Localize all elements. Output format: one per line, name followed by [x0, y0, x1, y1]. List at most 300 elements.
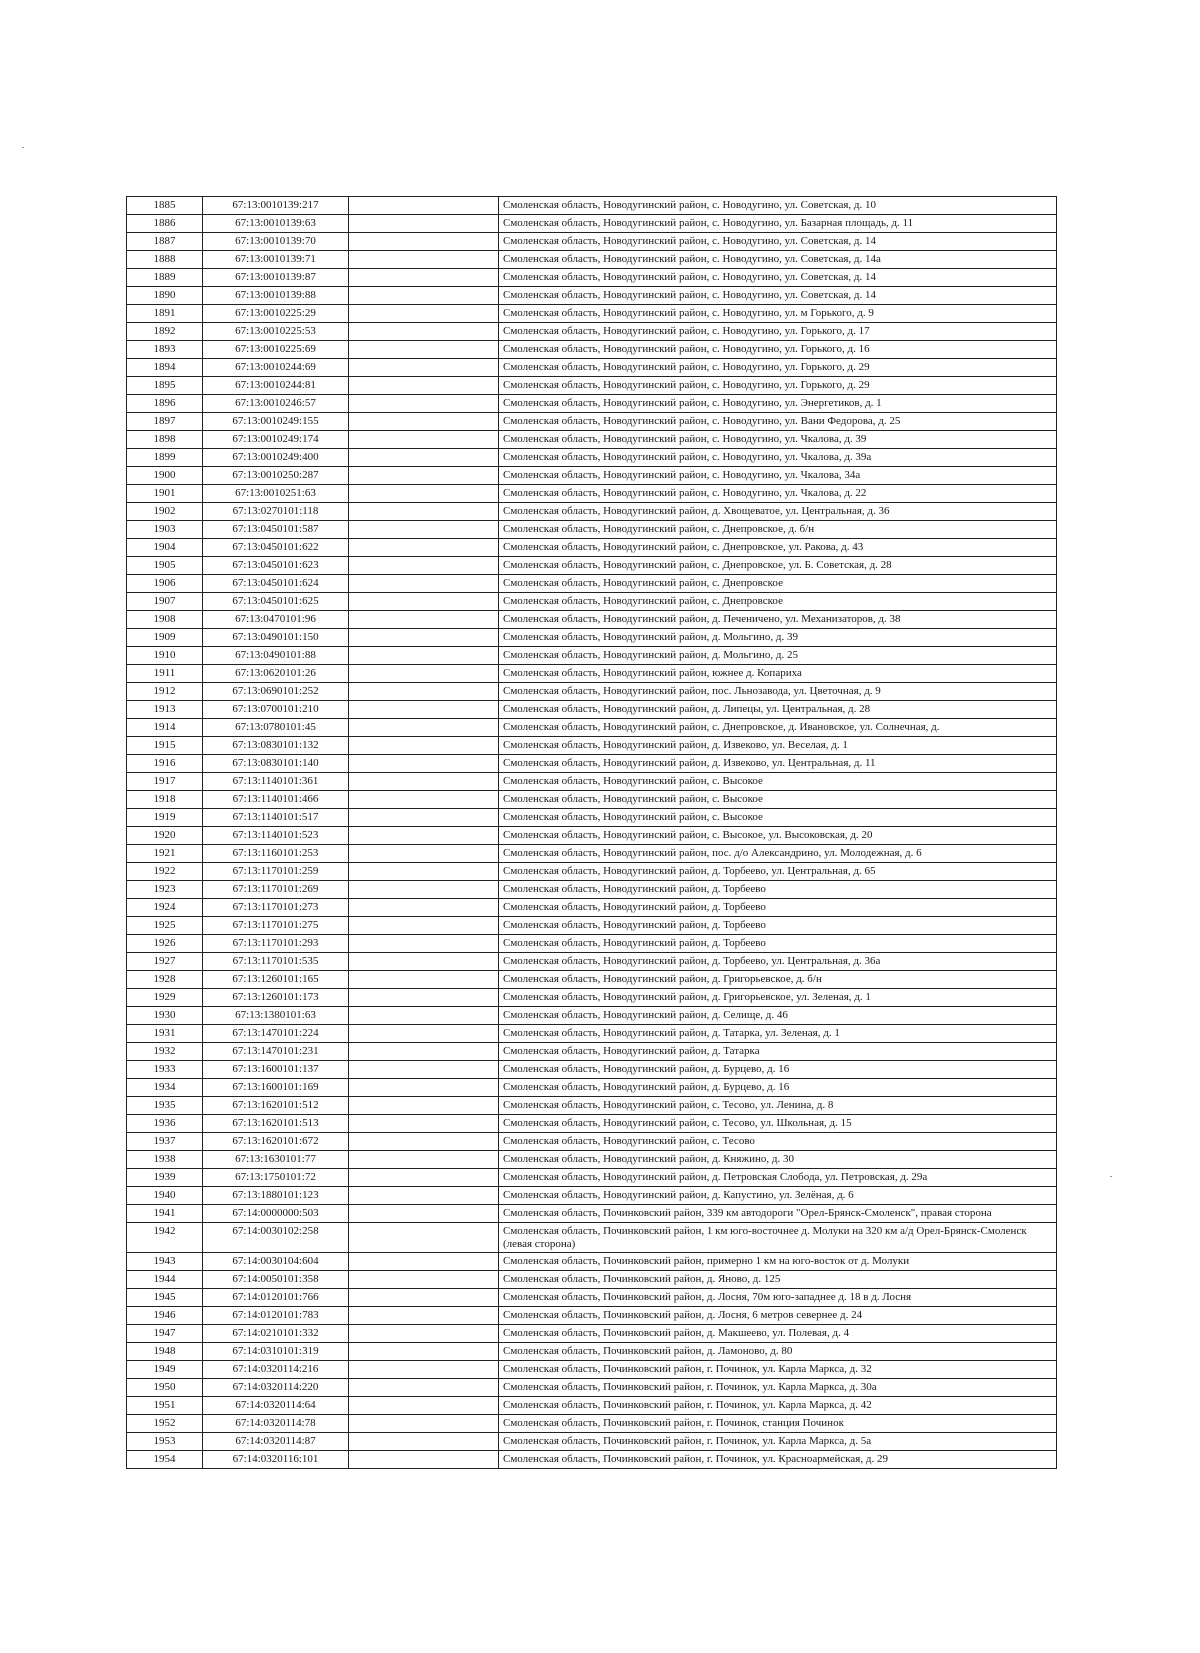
cadastral-number: 67:13:0010246:57 [203, 395, 349, 413]
empty-cell [349, 323, 499, 341]
cadastral-number: 67:14:0320116:101 [203, 1451, 349, 1469]
row-number: 1886 [127, 215, 203, 233]
address: Смоленская область, Починковский район, д. Лосня, 70м юго-западнее д. 18 в д. Лосня [499, 1289, 1057, 1307]
address: Смоленская область, Починковский район, д. Ламоново, д. 80 [499, 1343, 1057, 1361]
table-row [127, 1343, 1057, 1361]
table-row [127, 485, 1057, 503]
row-number: 1892 [127, 323, 203, 341]
scan-speck [22, 147, 24, 148]
empty-cell [349, 215, 499, 233]
cadastral-number: 67:13:1380101:63 [203, 1007, 349, 1025]
empty-cell [349, 1007, 499, 1025]
cadastral-number: 67:14:0320114:64 [203, 1397, 349, 1415]
empty-cell [349, 935, 499, 953]
empty-cell [349, 557, 499, 575]
empty-cell [349, 1169, 499, 1187]
cadastral-number: 67:13:0010139:70 [203, 233, 349, 251]
empty-cell [349, 989, 499, 1007]
empty-cell [349, 233, 499, 251]
address: Смоленская область, Новодугинский район, с. Новодугино, ул. Советская, д. 14 [499, 287, 1057, 305]
address: Смоленская область, Новодугинский район, д. Татарка [499, 1043, 1057, 1061]
empty-cell [349, 1289, 499, 1307]
row-number: 1950 [127, 1379, 203, 1397]
address: Смоленская область, Новодугинский район, с. Новодугино, ул. Советская, д. 14 [499, 233, 1057, 251]
table-row [127, 1325, 1057, 1343]
row-number: 1945 [127, 1289, 203, 1307]
address: Смоленская область, Новодугинский район, с. Новодугино, ул. Горького, д. 29 [499, 359, 1057, 377]
cadastral-number: 67:13:0450101:623 [203, 557, 349, 575]
row-number: 1917 [127, 773, 203, 791]
empty-cell [349, 719, 499, 737]
row-number: 1901 [127, 485, 203, 503]
address: Смоленская область, Новодугинский район, д. Хвощеватое, ул. Центральная, д. 36 [499, 503, 1057, 521]
address: Смоленская область, Починковский район, 339 км автодороги "Орел-Брянск-Смоленск", правая сторона [499, 1205, 1057, 1223]
address: Смоленская область, Новодугинский район, пос. Льнозавода, ул. Цветочная, д. 9 [499, 683, 1057, 701]
table-row [127, 1097, 1057, 1115]
table-row [127, 1169, 1057, 1187]
address: Смоленская область, Новодугинский район, д. Извеково, ул. Центральная, д. 11 [499, 755, 1057, 773]
address: Смоленская область, Новодугинский район, д. Татарка, ул. Зеленая, д. 1 [499, 1025, 1057, 1043]
address: Смоленская область, Новодугинский район, с. Новодугино, ул. Горького, д. 17 [499, 323, 1057, 341]
table-row [127, 971, 1057, 989]
row-number: 1927 [127, 953, 203, 971]
cadastral-number: 67:14:0000000:503 [203, 1205, 349, 1223]
cadastral-number: 67:13:0490101:88 [203, 647, 349, 665]
cadastral-number: 67:13:0620101:26 [203, 665, 349, 683]
address: Смоленская область, Новодугинский район, д. Торбеево [499, 917, 1057, 935]
table-row [127, 863, 1057, 881]
cadastral-number: 67:14:0310101:319 [203, 1343, 349, 1361]
empty-cell [349, 341, 499, 359]
table-row [127, 1289, 1057, 1307]
cadastral-number: 67:14:0120101:766 [203, 1289, 349, 1307]
address: Смоленская область, Новодугинский район, д. Мольгино, д. 39 [499, 629, 1057, 647]
row-number: 1943 [127, 1253, 203, 1271]
cadastral-number: 67:13:0270101:118 [203, 503, 349, 521]
table-row [127, 1223, 1057, 1253]
empty-cell [349, 1115, 499, 1133]
address: Смоленская область, Новодугинский район, с. Днепровское, ул. Ракова, д. 43 [499, 539, 1057, 557]
row-number: 1906 [127, 575, 203, 593]
cadastral-number: 67:13:0780101:45 [203, 719, 349, 737]
empty-cell [349, 1253, 499, 1271]
address: Смоленская область, Новодугинский район, д. Мольгино, д. 25 [499, 647, 1057, 665]
row-number: 1939 [127, 1169, 203, 1187]
cadastral-number: 67:13:1170101:273 [203, 899, 349, 917]
cadastral-number: 67:13:0010225:53 [203, 323, 349, 341]
cadastral-number: 67:13:1170101:293 [203, 935, 349, 953]
table-row [127, 431, 1057, 449]
table-row [127, 467, 1057, 485]
table-row [127, 305, 1057, 323]
property-registry-table [126, 196, 1057, 1469]
empty-cell [349, 1025, 499, 1043]
empty-cell [349, 683, 499, 701]
row-number: 1898 [127, 431, 203, 449]
empty-cell [349, 971, 499, 989]
empty-cell [349, 1043, 499, 1061]
table-row [127, 989, 1057, 1007]
address: Смоленская область, Починковский район, г. Починок, ул. Карла Маркса, д. 5а [499, 1433, 1057, 1451]
cadastral-number: 67:13:1140101:361 [203, 773, 349, 791]
scan-speck [1110, 1176, 1112, 1177]
row-number: 1921 [127, 845, 203, 863]
cadastral-number: 67:13:1600101:169 [203, 1079, 349, 1097]
cadastral-number: 67:13:1750101:72 [203, 1169, 349, 1187]
table-row [127, 1379, 1057, 1397]
empty-cell [349, 431, 499, 449]
table-row [127, 575, 1057, 593]
cadastral-number: 67:13:0690101:252 [203, 683, 349, 701]
cadastral-number: 67:13:0450101:622 [203, 539, 349, 557]
table-row [127, 1187, 1057, 1205]
table-row [127, 1079, 1057, 1097]
cadastral-number: 67:13:0010244:69 [203, 359, 349, 377]
empty-cell [349, 1361, 499, 1379]
row-number: 1936 [127, 1115, 203, 1133]
cadastral-number: 67:13:1260101:173 [203, 989, 349, 1007]
empty-cell [349, 701, 499, 719]
table-row [127, 1415, 1057, 1433]
address: Смоленская область, Новодугинский район, южнее д. Копариха [499, 665, 1057, 683]
address: Смоленская область, Новодугинский район, с. Новодугино, ул. Советская, д. 10 [499, 197, 1057, 215]
cadastral-number: 67:13:1140101:523 [203, 827, 349, 845]
cadastral-number: 67:13:0450101:625 [203, 593, 349, 611]
table-row [127, 521, 1057, 539]
address: Смоленская область, Новодугинский район, с. Новодугино, ул. м Горького, д. 9 [499, 305, 1057, 323]
empty-cell [349, 773, 499, 791]
row-number: 1938 [127, 1151, 203, 1169]
row-number: 1935 [127, 1097, 203, 1115]
row-number: 1888 [127, 251, 203, 269]
empty-cell [349, 413, 499, 431]
address: Смоленская область, Починковский район, примерно 1 км на юго-восток от д. Молуки [499, 1253, 1057, 1271]
empty-cell [349, 1271, 499, 1289]
address: Смоленская область, Новодугинский район, с. Днепровское, д. б/н [499, 521, 1057, 539]
row-number: 1902 [127, 503, 203, 521]
empty-cell [349, 1433, 499, 1451]
row-number: 1897 [127, 413, 203, 431]
row-number: 1896 [127, 395, 203, 413]
cadastral-number: 67:14:0210101:332 [203, 1325, 349, 1343]
row-number: 1934 [127, 1079, 203, 1097]
address: Смоленская область, Починковский район, д. Макшеево, ул. Полевая, д. 4 [499, 1325, 1057, 1343]
row-number: 1895 [127, 377, 203, 395]
row-number: 1941 [127, 1205, 203, 1223]
address: Смоленская область, Новодугинский район, д. Григорьевское, ул. Зеленая, д. 1 [499, 989, 1057, 1007]
table-body [127, 197, 1057, 1469]
cadastral-number: 67:13:0010251:63 [203, 485, 349, 503]
empty-cell [349, 359, 499, 377]
row-number: 1899 [127, 449, 203, 467]
address: Смоленская область, Новодугинский район, с. Тесово, ул. Школьная, д. 15 [499, 1115, 1057, 1133]
row-number: 1949 [127, 1361, 203, 1379]
empty-cell [349, 449, 499, 467]
table-row [127, 1205, 1057, 1223]
table-row [127, 611, 1057, 629]
cadastral-number: 67:14:0320114:216 [203, 1361, 349, 1379]
address: Смоленская область, Новодугинский район, с. Новодугино, ул. Горького, д. 29 [499, 377, 1057, 395]
table-row [127, 881, 1057, 899]
address: Смоленская область, Новодугинский район, д. Торбеево [499, 881, 1057, 899]
cadastral-number: 67:13:1630101:77 [203, 1151, 349, 1169]
address: Смоленская область, Новодугинский район, с. Тесово [499, 1133, 1057, 1151]
table-row [127, 341, 1057, 359]
registry-table-page [126, 196, 1036, 1469]
cadastral-number: 67:13:0010139:87 [203, 269, 349, 287]
address: Смоленская область, Новодугинский район, с. Днепровское [499, 575, 1057, 593]
row-number: 1953 [127, 1433, 203, 1451]
address: Смоленская область, Новодугинский район, д. Липецы, ул. Центральная, д. 28 [499, 701, 1057, 719]
table-row [127, 215, 1057, 233]
row-number: 1918 [127, 791, 203, 809]
cadastral-number: 67:14:0320114:220 [203, 1379, 349, 1397]
table-row [127, 1115, 1057, 1133]
row-number: 1900 [127, 467, 203, 485]
row-number: 1946 [127, 1307, 203, 1325]
empty-cell [349, 521, 499, 539]
empty-cell [349, 917, 499, 935]
cadastral-number: 67:13:0470101:96 [203, 611, 349, 629]
address: Смоленская область, Новодугинский район, с. Новодугино, ул. Чкалова, 34а [499, 467, 1057, 485]
address: Смоленская область, Новодугинский район, д. Печеничено, ул. Механизаторов, д. 38 [499, 611, 1057, 629]
cadastral-number: 67:13:0010249:174 [203, 431, 349, 449]
table-row [127, 791, 1057, 809]
empty-cell [349, 485, 499, 503]
table-row [127, 755, 1057, 773]
table-row [127, 917, 1057, 935]
row-number: 1929 [127, 989, 203, 1007]
empty-cell [349, 809, 499, 827]
address: Смоленская область, Новодугинский район, с. Днепровское, д. Ивановское, ул. Солнечная, д. [499, 719, 1057, 737]
row-number: 1925 [127, 917, 203, 935]
table-row [127, 1451, 1057, 1469]
table-row [127, 683, 1057, 701]
empty-cell [349, 791, 499, 809]
cadastral-number: 67:13:0010139:63 [203, 215, 349, 233]
cadastral-number: 67:14:0050101:358 [203, 1271, 349, 1289]
table-row [127, 395, 1057, 413]
address: Смоленская область, Новодугинский район, пос. д/о Александрино, ул. Молодежная, д. 6 [499, 845, 1057, 863]
table-row [127, 251, 1057, 269]
row-number: 1909 [127, 629, 203, 647]
row-number: 1903 [127, 521, 203, 539]
empty-cell [349, 1307, 499, 1325]
cadastral-number: 67:14:0030102:258 [203, 1223, 349, 1253]
table-row [127, 503, 1057, 521]
table-row [127, 233, 1057, 251]
address: Смоленская область, Новодугинский район, с. Новодугино, ул. Чкалова, д. 39 [499, 431, 1057, 449]
cadastral-number: 67:13:0450101:587 [203, 521, 349, 539]
address: Смоленская область, Новодугинский район, с. Днепровское, ул. Б. Советская, д. 28 [499, 557, 1057, 575]
table-row [127, 773, 1057, 791]
table-row [127, 269, 1057, 287]
cadastral-number: 67:13:0010250:287 [203, 467, 349, 485]
empty-cell [349, 845, 499, 863]
table-row [127, 827, 1057, 845]
row-number: 1930 [127, 1007, 203, 1025]
row-number: 1913 [127, 701, 203, 719]
empty-cell [349, 287, 499, 305]
empty-cell [349, 611, 499, 629]
row-number: 1914 [127, 719, 203, 737]
table-row [127, 1433, 1057, 1451]
address: Смоленская область, Новодугинский район, д. Извеково, ул. Веселая, д. 1 [499, 737, 1057, 755]
empty-cell [349, 467, 499, 485]
row-number: 1928 [127, 971, 203, 989]
address: Смоленская область, Новодугинский район, д. Григорьевское, д. б/н [499, 971, 1057, 989]
address: Смоленская область, Новодугинский район, д. Княжино, д. 30 [499, 1151, 1057, 1169]
table-row [127, 665, 1057, 683]
row-number: 1940 [127, 1187, 203, 1205]
row-number: 1904 [127, 539, 203, 557]
table-row [127, 1397, 1057, 1415]
address: Смоленская область, Починковский район, г. Починок, ул. Красноармейская, д. 29 [499, 1451, 1057, 1469]
cadastral-number: 67:13:0830101:140 [203, 755, 349, 773]
address: Смоленская область, Новодугинский район, с. Высокое, ул. Высоковская, д. 20 [499, 827, 1057, 845]
row-number: 1937 [127, 1133, 203, 1151]
empty-cell [349, 863, 499, 881]
cadastral-number: 67:13:0010139:71 [203, 251, 349, 269]
address: Смоленская область, Новодугинский район, с. Тесово, ул. Ленина, д. 8 [499, 1097, 1057, 1115]
empty-cell [349, 737, 499, 755]
row-number: 1889 [127, 269, 203, 287]
address: Смоленская область, Новодугинский район, д. Селище, д. 46 [499, 1007, 1057, 1025]
empty-cell [349, 503, 499, 521]
address: Смоленская область, Починковский район, г. Починок, ул. Карла Маркса, д. 30а [499, 1379, 1057, 1397]
row-number: 1912 [127, 683, 203, 701]
address: Смоленская область, Новодугинский район, с. Высокое [499, 773, 1057, 791]
row-number: 1947 [127, 1325, 203, 1343]
row-number: 1942 [127, 1223, 203, 1253]
cadastral-number: 67:13:1880101:123 [203, 1187, 349, 1205]
empty-cell [349, 1187, 499, 1205]
empty-cell [349, 1133, 499, 1151]
address: Смоленская область, Новодугинский район, д. Капустино, ул. Зелёная, д. 6 [499, 1187, 1057, 1205]
table-row [127, 413, 1057, 431]
empty-cell [349, 1223, 499, 1253]
address: Смоленская область, Новодугинский район, д. Бурцево, д. 16 [499, 1079, 1057, 1097]
row-number: 1926 [127, 935, 203, 953]
row-number: 1944 [127, 1271, 203, 1289]
cadastral-number: 67:13:0450101:624 [203, 575, 349, 593]
cadastral-number: 67:13:0010249:400 [203, 449, 349, 467]
table-row [127, 953, 1057, 971]
cadastral-number: 67:13:1470101:224 [203, 1025, 349, 1043]
table-row [127, 1151, 1057, 1169]
row-number: 1908 [127, 611, 203, 629]
table-row [127, 737, 1057, 755]
row-number: 1905 [127, 557, 203, 575]
cadastral-number: 67:13:0010225:29 [203, 305, 349, 323]
row-number: 1890 [127, 287, 203, 305]
empty-cell [349, 1343, 499, 1361]
table-row [127, 719, 1057, 737]
row-number: 1916 [127, 755, 203, 773]
cadastral-number: 67:13:0010139:88 [203, 287, 349, 305]
row-number: 1951 [127, 1397, 203, 1415]
table-row [127, 701, 1057, 719]
table-row [127, 323, 1057, 341]
table-row [127, 593, 1057, 611]
address: Смоленская область, Новодугинский район, д. Бурцево, д. 16 [499, 1061, 1057, 1079]
table-row [127, 1007, 1057, 1025]
row-number: 1932 [127, 1043, 203, 1061]
row-number: 1887 [127, 233, 203, 251]
row-number: 1948 [127, 1343, 203, 1361]
empty-cell [349, 269, 499, 287]
row-number: 1931 [127, 1025, 203, 1043]
row-number: 1924 [127, 899, 203, 917]
address: Смоленская область, Новодугинский район, д. Торбеево [499, 899, 1057, 917]
address: Смоленская область, Новодугинский район, с. Высокое [499, 809, 1057, 827]
table-row [127, 1043, 1057, 1061]
table-row [127, 359, 1057, 377]
address: Смоленская область, Починковский район, д. Яново, д. 125 [499, 1271, 1057, 1289]
empty-cell [349, 881, 499, 899]
table-row [127, 899, 1057, 917]
address: Смоленская область, Новодугинский район, д. Торбеево, ул. Центральная, д. 65 [499, 863, 1057, 881]
cadastral-number: 67:13:1170101:535 [203, 953, 349, 971]
cadastral-number: 67:13:1170101:259 [203, 863, 349, 881]
cadastral-number: 67:13:1170101:275 [203, 917, 349, 935]
empty-cell [349, 1061, 499, 1079]
cadastral-number: 67:14:0320114:87 [203, 1433, 349, 1451]
empty-cell [349, 539, 499, 557]
cadastral-number: 67:13:0010249:155 [203, 413, 349, 431]
cadastral-number: 67:13:1470101:231 [203, 1043, 349, 1061]
address: Смоленская область, Новодугинский район, д. Петровская Слобода, ул. Петровская, д. 29а [499, 1169, 1057, 1187]
row-number: 1911 [127, 665, 203, 683]
empty-cell [349, 629, 499, 647]
empty-cell [349, 1379, 499, 1397]
address: Смоленская область, Починковский район, д. Лосня, 6 метров севернее д. 24 [499, 1307, 1057, 1325]
address: Смоленская область, Починковский район, 1 км юго-восточнее д. Молуки на 320 км а/д Орел-Брянск-Смоленск (левая сторона) [499, 1223, 1057, 1253]
table-row [127, 629, 1057, 647]
cadastral-number: 67:13:1140101:517 [203, 809, 349, 827]
table-row [127, 1133, 1057, 1151]
empty-cell [349, 197, 499, 215]
address: Смоленская область, Новодугинский район, с. Днепровское [499, 593, 1057, 611]
table-row [127, 377, 1057, 395]
table-row [127, 1307, 1057, 1325]
table-row [127, 197, 1057, 215]
row-number: 1885 [127, 197, 203, 215]
cadastral-number: 67:13:1620101:672 [203, 1133, 349, 1151]
empty-cell [349, 827, 499, 845]
row-number: 1933 [127, 1061, 203, 1079]
empty-cell [349, 1205, 499, 1223]
row-number: 1954 [127, 1451, 203, 1469]
table-row [127, 935, 1057, 953]
cadastral-number: 67:13:0010139:217 [203, 197, 349, 215]
empty-cell [349, 575, 499, 593]
table-row [127, 1253, 1057, 1271]
cadastral-number: 67:13:1170101:269 [203, 881, 349, 899]
row-number: 1894 [127, 359, 203, 377]
empty-cell [349, 251, 499, 269]
cadastral-number: 67:13:0700101:210 [203, 701, 349, 719]
empty-cell [349, 755, 499, 773]
cadastral-number: 67:13:1620101:512 [203, 1097, 349, 1115]
cadastral-number: 67:13:1620101:513 [203, 1115, 349, 1133]
row-number: 1891 [127, 305, 203, 323]
cadastral-number: 67:13:1600101:137 [203, 1061, 349, 1079]
cadastral-number: 67:13:1140101:466 [203, 791, 349, 809]
cadastral-number: 67:13:1260101:165 [203, 971, 349, 989]
address: Смоленская область, Новодугинский район, с. Новодугино, ул. Советская, д. 14а [499, 251, 1057, 269]
address: Смоленская область, Новодугинский район, с. Новодугино, ул. Горького, д. 16 [499, 341, 1057, 359]
